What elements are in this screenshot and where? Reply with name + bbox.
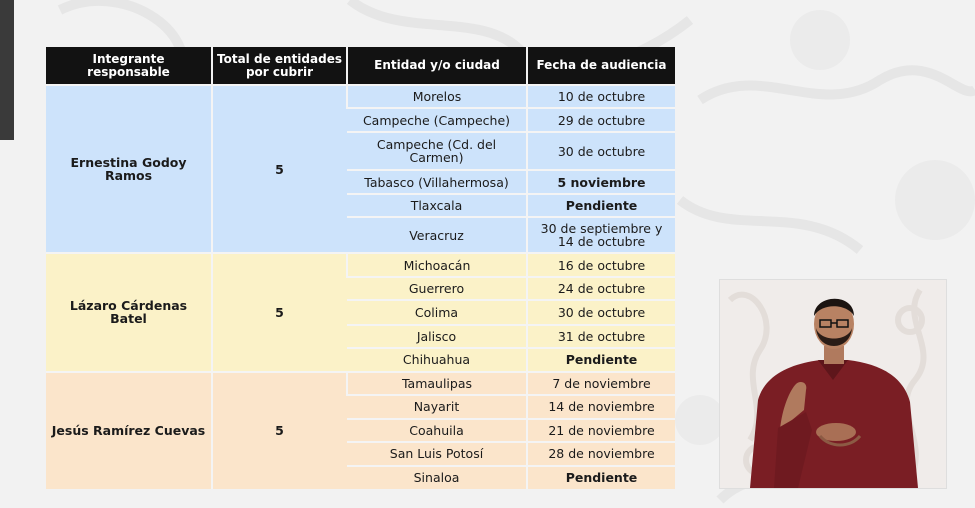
sign-language-interpreter-window — [719, 279, 947, 489]
table-row — [46, 253, 675, 277]
entity-cell: Morelos — [347, 85, 527, 108]
member-total: 5 — [212, 253, 347, 371]
table-row — [46, 85, 675, 108]
sign-language-interpreter-figure-icon — [720, 280, 946, 488]
entity-cell: Colima — [347, 300, 527, 324]
header-total: Total de entidades por cubrir — [212, 47, 347, 85]
header-date: Fecha de audiencia — [527, 47, 675, 85]
date-cell: 31 de octubre — [527, 325, 675, 348]
date-cell: 10 de octubre — [527, 85, 675, 108]
date-cell: Pendiente — [527, 348, 675, 372]
entity-cell: Campeche (Cd. del Carmen) — [347, 132, 527, 170]
entity-cell: Tamaulipas — [347, 372, 527, 395]
entity-cell: Tabasco (Villahermosa) — [347, 170, 527, 194]
member-total: 5 — [212, 372, 347, 489]
date-cell: 30 de octubre — [527, 300, 675, 324]
entity-cell: Chihuahua — [347, 348, 527, 372]
date-cell: 28 de noviembre — [527, 442, 675, 466]
header-entity: Entidad y/o ciudad — [347, 47, 527, 85]
date-cell: 5 noviembre — [527, 170, 675, 194]
member-total: 5 — [212, 85, 347, 253]
date-cell: 30 de octubre — [527, 132, 675, 170]
entity-cell: Michoacán — [347, 253, 527, 277]
entity-cell: Coahuila — [347, 419, 527, 442]
date-cell: 29 de octubre — [527, 108, 675, 132]
header-member: Integrante responsable — [46, 47, 212, 85]
left-edge-bar — [0, 0, 14, 140]
table-header-row — [46, 47, 675, 85]
date-cell: Pendiente — [527, 194, 675, 217]
date-cell: 30 de septiembre y 14 de octubre — [527, 217, 675, 253]
entity-cell: San Luis Potosí — [347, 442, 527, 466]
date-cell: 7 de noviembre — [527, 372, 675, 395]
entity-cell: Campeche (Campeche) — [347, 108, 527, 132]
entity-cell: Tlaxcala — [347, 194, 527, 217]
date-cell: 24 de octubre — [527, 277, 675, 300]
member-name: Jesús Ramírez Cuevas — [46, 372, 212, 489]
date-cell: Pendiente — [527, 466, 675, 489]
entity-cell: Guerrero — [347, 277, 527, 300]
entity-cell: Jalisco — [347, 325, 527, 348]
table-row — [46, 372, 675, 395]
date-cell: 14 de noviembre — [527, 395, 675, 419]
hearings-schedule-table — [46, 47, 675, 489]
member-name: Lázaro Cárdenas Batel — [46, 253, 212, 371]
date-cell: 16 de octubre — [527, 253, 675, 277]
entity-cell: Nayarit — [347, 395, 527, 419]
member-name: Ernestina Godoy Ramos — [46, 85, 212, 253]
entity-cell: Sinaloa — [347, 466, 527, 489]
entity-cell: Veracruz — [347, 217, 527, 253]
date-cell: 21 de noviembre — [527, 419, 675, 442]
